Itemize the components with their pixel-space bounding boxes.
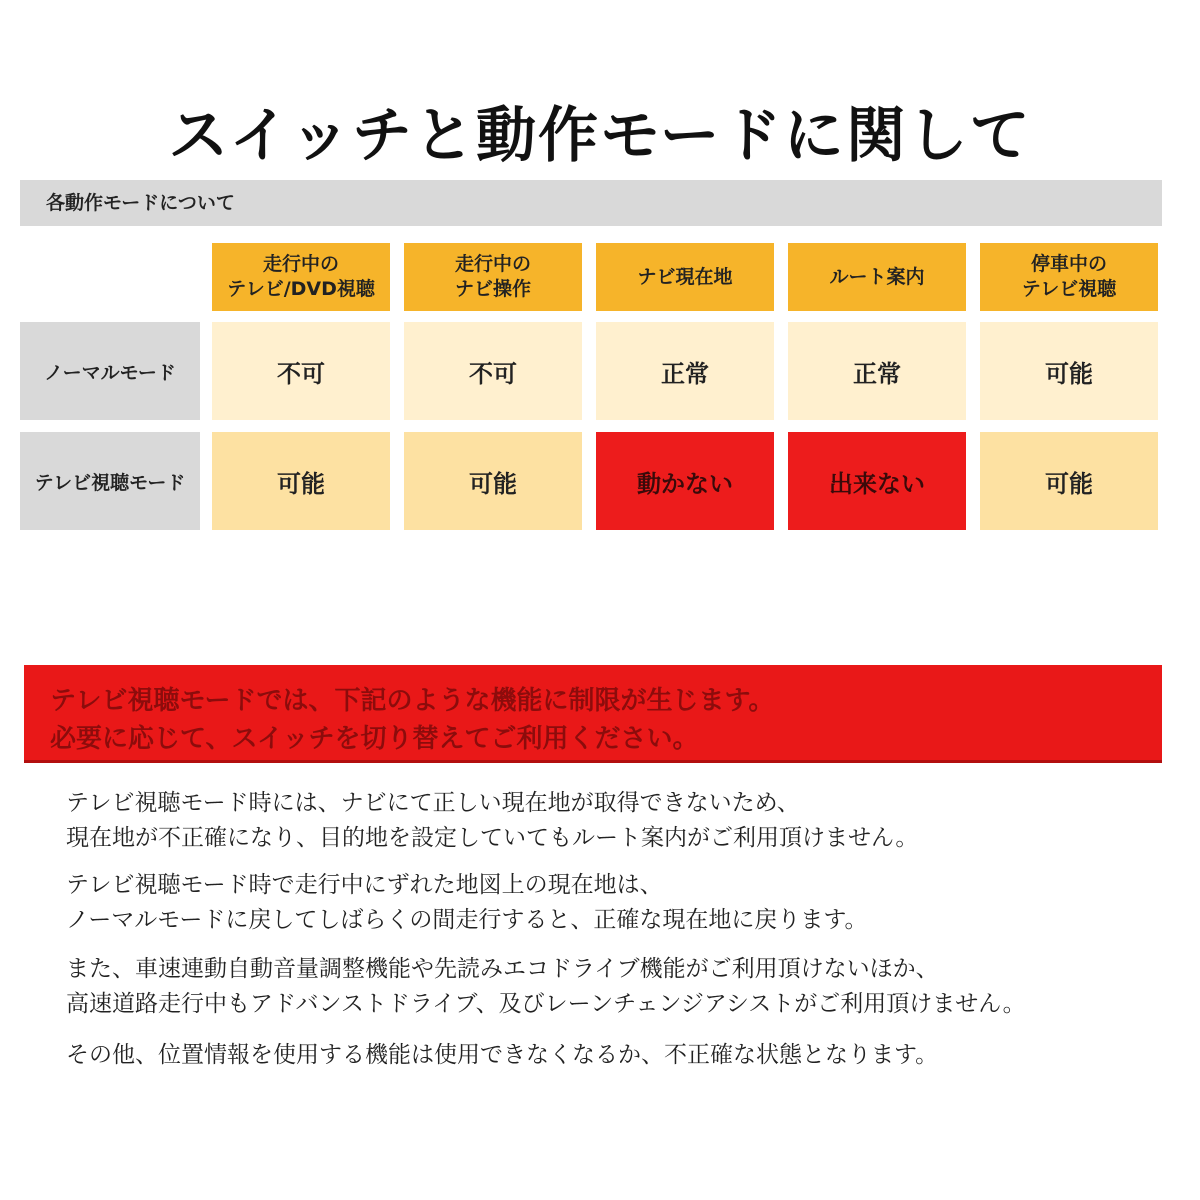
column-header-tv-parked: 停車中の テレビ視聴 <box>980 243 1158 311</box>
row-header-tv-mode: テレビ視聴モード <box>20 432 200 530</box>
table-cell: 可能 <box>212 432 390 530</box>
table-cell: 正常 <box>596 322 774 420</box>
column-header-navi-operation-driving: 走行中の ナビ操作 <box>404 243 582 311</box>
paragraph-line: テレビ視聴モード時で走行中にずれた地図上の現在地は、 <box>66 872 663 898</box>
table-cell-alert: 動かない <box>596 432 774 530</box>
table-cell: 不可 <box>212 322 390 420</box>
paragraph-line: 高速道路走行中もアドバンストドライブ、及びレーンチェンジアシストがご利用頂けません。 <box>66 990 1026 1017</box>
notice-line: テレビ視聴モードでは、下記のような機能に制限が生じます。 <box>50 686 775 716</box>
paragraph <box>66 786 1176 855</box>
paragraph <box>66 868 1176 937</box>
paragraph-line: その他、位置情報を使用する機能は使用できなくなるか、不正確な状態となります。 <box>66 1042 939 1068</box>
table-cell: 不可 <box>404 322 582 420</box>
paragraph <box>66 952 1176 1021</box>
section-header: 各動作モードについて <box>20 180 1162 226</box>
paragraph <box>66 1038 1176 1073</box>
page-title: スイッチと動作モードに関して <box>168 101 1032 171</box>
row-header-normal-mode: ノーマルモード <box>20 322 200 420</box>
table-cell: 可能 <box>980 322 1158 420</box>
paragraph-line: テレビ視聴モード時には、ナビにて正しい現在地が取得できないため、 <box>66 790 800 816</box>
table-cell: 可能 <box>404 432 582 530</box>
table-cell-alert: 出来ない <box>788 432 966 530</box>
table-cell: 正常 <box>788 322 966 420</box>
column-header-navi-position: ナビ現在地 <box>596 243 774 311</box>
paragraph-line: ノーマルモードに戻してしばらくの間走行すると、正確な現在地に戻ります。 <box>66 906 868 933</box>
paragraph-line: 現在地が不正確になり、目的地を設定していてもルート案内がご利用頂けません。 <box>66 824 919 851</box>
table-cell: 可能 <box>980 432 1158 530</box>
column-header-tv-dvd-driving: 走行中の テレビ/DVD視聴 <box>212 243 390 311</box>
restriction-notice <box>24 665 1162 763</box>
notice-line: 必要に応じて、スイッチを切り替えてご利用ください。 <box>50 723 699 754</box>
paragraph-line: また、車速連動自動音量調整機能や先読みエコドライブ機能がご利用頂けないほか、 <box>66 956 939 982</box>
column-header-route-guidance: ルート案内 <box>788 243 966 311</box>
